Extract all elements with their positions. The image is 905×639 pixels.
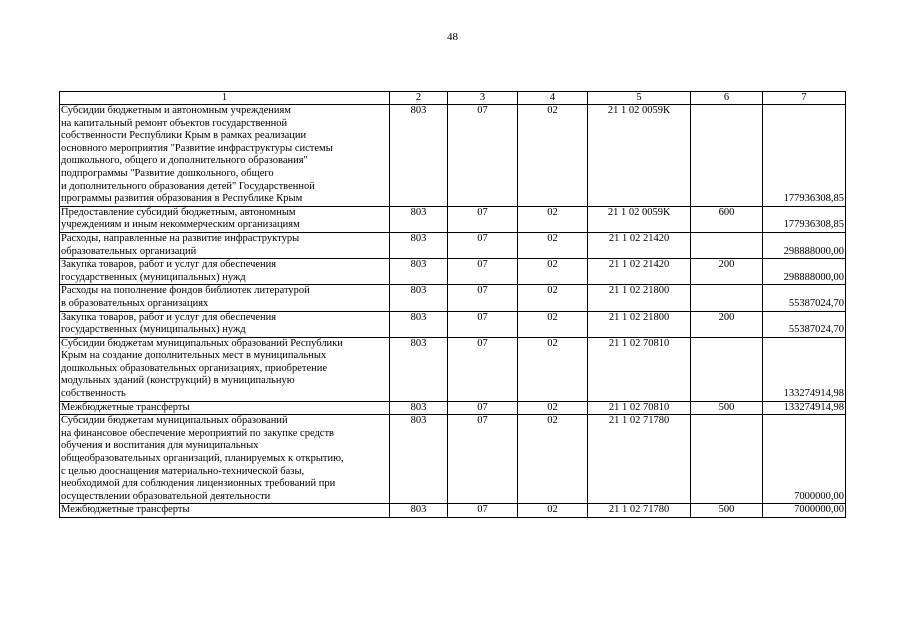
expense-type-code (691, 337, 763, 401)
expense-type-code (691, 285, 763, 311)
ministry-code: 803 (390, 206, 448, 232)
target-article-code: 21 1 02 0059К (588, 206, 691, 232)
column-header: 3 (448, 92, 518, 105)
table-row (60, 337, 846, 401)
column-header: 7 (763, 92, 846, 105)
amount: 133274914,98 (763, 401, 846, 415)
table-row (60, 415, 846, 504)
subsection-code: 02 (518, 401, 588, 415)
table-row (60, 105, 846, 207)
section-code: 07 (448, 415, 518, 504)
amount: 177936308,85 (763, 206, 846, 232)
expense-type-code (691, 415, 763, 504)
item-name: Предоставление субсидий бюджетным, автономным учреждениям и иным некоммерческим организациям (60, 206, 390, 232)
item-name: Субсидии бюджетам муниципальных образований на финансовое обеспечение мероприятий по закупке средств обучения и воспитания для муниципальных общеобразовательных организаций, планируемых к открытию, с целью дооснащения материально-технической базы, необходимой для соблюдения лицензионных требований при осуществлении образовательной деятельности (60, 415, 390, 504)
ministry-code: 803 (390, 311, 448, 337)
column-header: 6 (691, 92, 763, 105)
target-article-code: 21 1 02 70810 (588, 401, 691, 415)
ministry-code: 803 (390, 401, 448, 415)
subsection-code: 02 (518, 415, 588, 504)
subsection-code: 02 (518, 311, 588, 337)
section-code: 07 (448, 232, 518, 258)
amount: 298888000,00 (763, 232, 846, 258)
amount: 177936308,85 (763, 105, 846, 207)
table-row (60, 401, 846, 415)
ministry-code: 803 (390, 105, 448, 207)
expense-type-code: 500 (691, 401, 763, 415)
item-name: Субсидии бюджетным и автономным учреждениям на капитальный ремонт объектов государственной собственности Республики Крым в рамках реализации основного мероприятия "Развитие инфраструктуры системы дошкольного, общего и дополнительного образования" подпрограммы "Развитие дошкольного, общего и дополнительного образования детей" Государственной программы развития образования в Республике Крым (60, 105, 390, 207)
target-article-code: 21 1 02 21420 (588, 232, 691, 258)
expense-type-code (691, 232, 763, 258)
subsection-code: 02 (518, 504, 588, 518)
table-row (60, 311, 846, 337)
column-header: 1 (60, 92, 390, 105)
item-name: Расходы на пополнение фондов библиотек литературой в образовательных организациях (60, 285, 390, 311)
ministry-code: 803 (390, 232, 448, 258)
target-article-code: 21 1 02 21800 (588, 311, 691, 337)
expense-type-code: 200 (691, 259, 763, 285)
subsection-code: 02 (518, 337, 588, 401)
ministry-code: 803 (390, 504, 448, 518)
ministry-code: 803 (390, 285, 448, 311)
budget-table (59, 91, 846, 518)
subsection-code: 02 (518, 259, 588, 285)
ministry-code: 803 (390, 415, 448, 504)
subsection-code: 02 (518, 206, 588, 232)
amount: 7000000,00 (763, 415, 846, 504)
amount: 298888000,00 (763, 259, 846, 285)
page-number: 48 (447, 31, 458, 43)
expense-type-code (691, 105, 763, 207)
table-row (60, 232, 846, 258)
item-name: Межбюджетные трансферты (60, 401, 390, 415)
expense-type-code: 200 (691, 311, 763, 337)
section-code: 07 (448, 206, 518, 232)
section-code: 07 (448, 504, 518, 518)
ministry-code: 803 (390, 337, 448, 401)
amount: 7000000,00 (763, 504, 846, 518)
column-header: 5 (588, 92, 691, 105)
target-article-code: 21 1 02 0059К (588, 105, 691, 207)
ministry-code: 803 (390, 259, 448, 285)
section-code: 07 (448, 311, 518, 337)
amount: 55387024,70 (763, 311, 846, 337)
amount: 55387024,70 (763, 285, 846, 311)
expense-type-code: 600 (691, 206, 763, 232)
subsection-code: 02 (518, 232, 588, 258)
target-article-code: 21 1 02 21420 (588, 259, 691, 285)
section-code: 07 (448, 337, 518, 401)
amount: 133274914,98 (763, 337, 846, 401)
item-name: Субсидии бюджетам муниципальных образований Республики Крым на создание дополнительных мест в муниципальных дошкольных образовательных организациях, приобретение модульных зданий (конструкций) в муниципальную собственность (60, 337, 390, 401)
table-row (60, 259, 846, 285)
table-row (60, 285, 846, 311)
section-code: 07 (448, 259, 518, 285)
item-name: Межбюджетные трансферты (60, 504, 390, 518)
subsection-code: 02 (518, 285, 588, 311)
target-article-code: 21 1 02 71780 (588, 504, 691, 518)
section-code: 07 (448, 401, 518, 415)
table-row (60, 206, 846, 232)
column-header: 4 (518, 92, 588, 105)
target-article-code: 21 1 02 70810 (588, 337, 691, 401)
expense-type-code: 500 (691, 504, 763, 518)
item-name: Закупка товаров, работ и услуг для обеспечения государственных (муниципальных) нужд (60, 311, 390, 337)
target-article-code: 21 1 02 71780 (588, 415, 691, 504)
section-code: 07 (448, 285, 518, 311)
column-header: 2 (390, 92, 448, 105)
subsection-code: 02 (518, 105, 588, 207)
target-article-code: 21 1 02 21800 (588, 285, 691, 311)
section-code: 07 (448, 105, 518, 207)
item-name: Закупка товаров, работ и услуг для обеспечения государственных (муниципальных) нужд (60, 259, 390, 285)
item-name: Расходы, направленные на развитие инфраструктуры образовательных организаций (60, 232, 390, 258)
table-row (60, 504, 846, 518)
header-row (60, 92, 846, 105)
